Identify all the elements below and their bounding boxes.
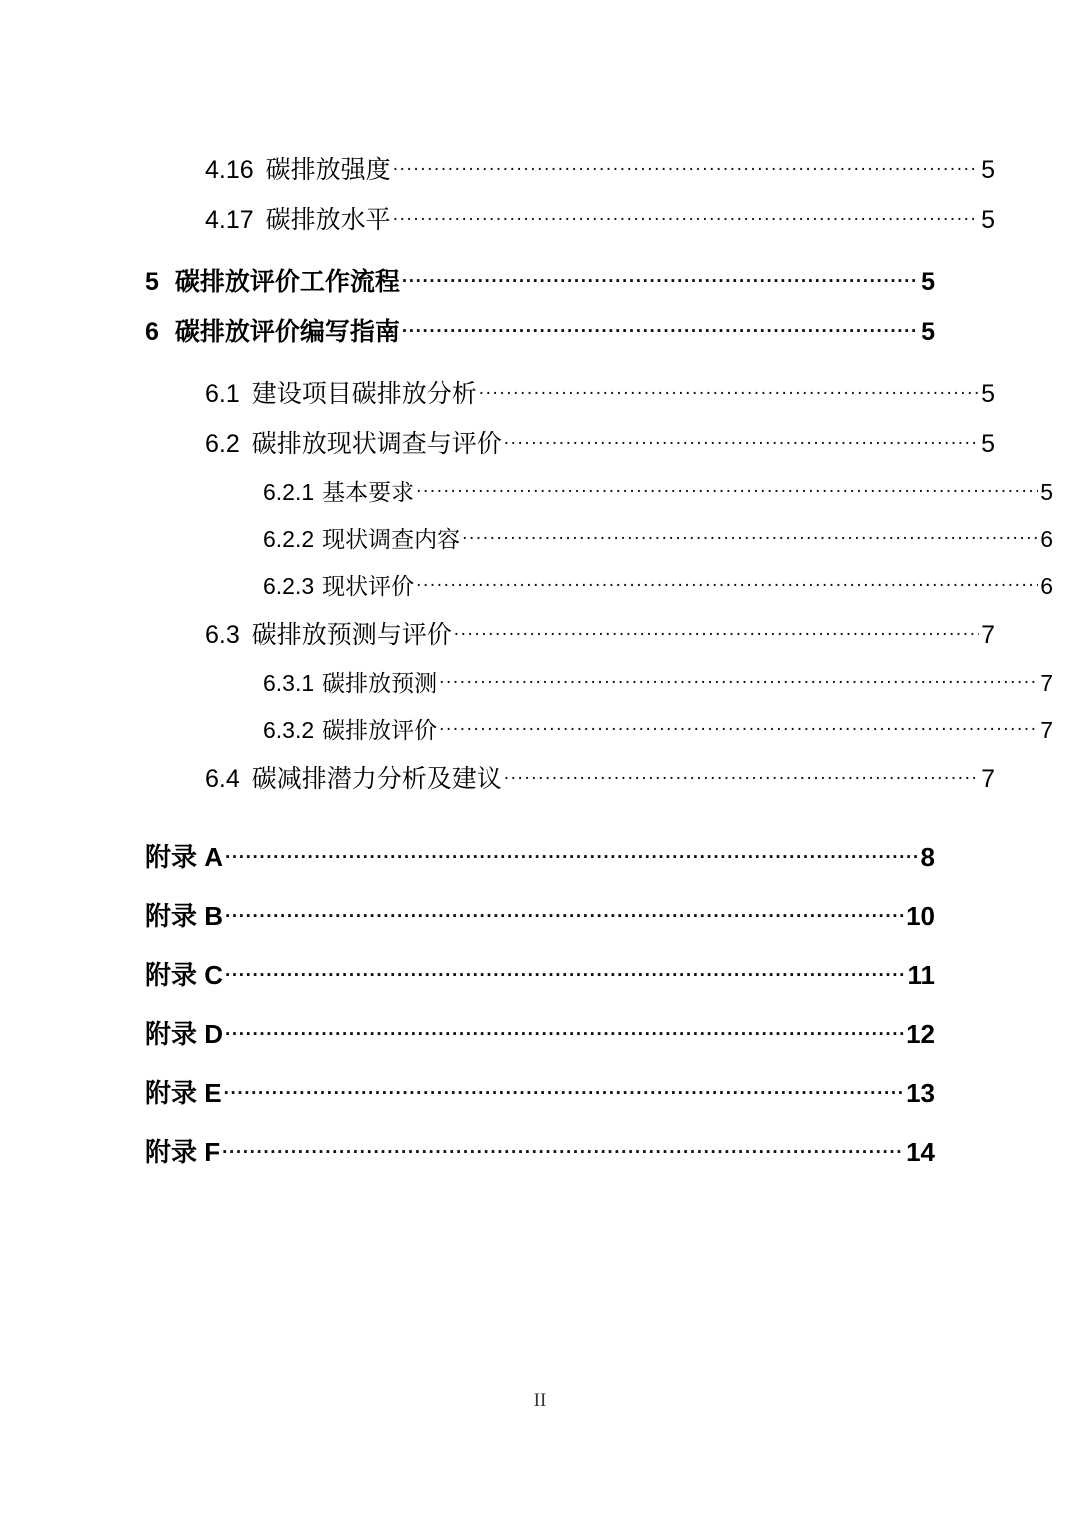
table-of-contents xyxy=(145,150,1053,1191)
toc-entry-label: 碳排放强度 xyxy=(265,156,391,184)
toc-entry-number: 6.3 xyxy=(205,621,240,649)
toc-entry[interactable] xyxy=(145,712,1053,745)
page-number: II xyxy=(533,1390,547,1411)
toc-leader-dots xyxy=(225,958,905,984)
toc-entry-page: 7 xyxy=(1040,670,1053,696)
toc-leader-dots xyxy=(222,1135,904,1161)
toc-leader-dots xyxy=(393,203,979,228)
toc-entry[interactable] xyxy=(145,150,995,186)
toc-entry-page: 6 xyxy=(1040,526,1053,552)
toc-leader-dots xyxy=(479,377,979,402)
toc-entry-appendix[interactable] xyxy=(145,1014,935,1051)
toc-leader-dots xyxy=(225,840,919,866)
toc-entry-page: 12 xyxy=(906,1019,935,1049)
toc-entry-page: 6 xyxy=(1040,573,1053,599)
toc-entry-number: 附录 E xyxy=(145,1078,222,1108)
toc-entry-number: 6.2 xyxy=(205,430,240,458)
toc-leader-dots xyxy=(393,153,979,178)
toc-entry-page: 7 xyxy=(1040,717,1053,743)
toc-entry-number: 6.1 xyxy=(205,380,240,408)
toc-entry-label: 现状调查内容 xyxy=(322,526,461,552)
toc-leader-dots xyxy=(504,427,979,452)
toc-entry-page: 5 xyxy=(981,430,995,458)
toc-entry-page: 5 xyxy=(921,268,935,296)
toc-entry-number: 6.3.1 xyxy=(263,670,315,696)
toc-entry-page: 5 xyxy=(981,156,995,184)
toc-entry-page: 5 xyxy=(921,318,935,346)
toc-entry[interactable] xyxy=(145,262,935,298)
toc-leader-dots xyxy=(224,1076,905,1102)
toc-leader-dots xyxy=(504,762,979,787)
toc-entry-number: 附录 B xyxy=(145,901,224,931)
toc-entry[interactable] xyxy=(145,615,995,651)
toc-entry-appendix[interactable] xyxy=(145,1073,935,1110)
toc-entry-appendix[interactable] xyxy=(145,1132,935,1169)
toc-entry[interactable] xyxy=(145,200,995,236)
toc-entry[interactable] xyxy=(145,568,1053,601)
toc-entry-label: 碳排放预测与评价 xyxy=(251,621,452,649)
toc-entry-number: 5 xyxy=(145,268,159,296)
toc-entry[interactable] xyxy=(145,424,995,460)
toc-entry-number: 附录 C xyxy=(145,960,224,990)
toc-leader-dots xyxy=(454,618,979,643)
toc-entry-number: 6.2.2 xyxy=(263,526,315,552)
toc-entry-label: 碳排放现状调查与评价 xyxy=(251,430,502,458)
toc-entry-number: 4.17 xyxy=(205,206,254,234)
toc-leader-dots xyxy=(225,1017,904,1043)
toc-entry-number: 附录 A xyxy=(145,842,224,872)
toc-leader-dots xyxy=(439,715,1038,738)
toc-leader-dots xyxy=(439,668,1038,691)
toc-entry-label: 建设项目碳排放分析 xyxy=(251,380,477,408)
toc-entry[interactable] xyxy=(145,374,995,410)
toc-entry[interactable] xyxy=(145,665,1053,698)
toc-leader-dots xyxy=(462,524,1038,547)
toc-entry-label: 碳排放评价 xyxy=(322,717,438,743)
toc-leader-dots xyxy=(402,315,919,340)
toc-leader-dots xyxy=(416,571,1038,594)
toc-entry-page: 5 xyxy=(981,206,995,234)
toc-entry[interactable] xyxy=(145,759,995,795)
toc-entry-label: 碳减排潜力分析及建议 xyxy=(251,765,502,793)
toc-entry[interactable] xyxy=(145,312,935,348)
toc-entry[interactable] xyxy=(145,474,1053,507)
toc-entry-number: 附录 F xyxy=(145,1137,221,1167)
toc-entry-label: 碳排放预测 xyxy=(322,670,438,696)
toc-entry-number: 6.2.3 xyxy=(263,573,315,599)
toc-entry-label: 碳排放评价编写指南 xyxy=(174,318,400,346)
toc-entry-page: 14 xyxy=(906,1137,935,1167)
toc-entry-appendix[interactable] xyxy=(145,896,935,933)
toc-entry-page: 13 xyxy=(906,1078,935,1108)
toc-entry-number: 6.3.2 xyxy=(263,717,315,743)
toc-entry-page: 5 xyxy=(981,380,995,408)
toc-leader-dots xyxy=(402,265,919,290)
toc-entry-label: 基本要求 xyxy=(322,479,415,505)
toc-entry-number: 4.16 xyxy=(205,156,254,184)
toc-entry-page: 11 xyxy=(907,960,935,990)
toc-entry-number: 6.2.1 xyxy=(263,479,315,505)
toc-leader-dots xyxy=(225,899,904,925)
toc-entry-label: 现状评价 xyxy=(322,573,415,599)
toc-entry-page: 8 xyxy=(920,842,935,872)
toc-entry-number: 6 xyxy=(145,318,159,346)
toc-entry-label: 碳排放评价工作流程 xyxy=(174,268,400,296)
toc-entry-label: 碳排放水平 xyxy=(265,206,391,234)
toc-entry-number: 附录 D xyxy=(145,1019,224,1049)
toc-entry-page: 7 xyxy=(981,765,995,793)
toc-entry-page: 5 xyxy=(1040,479,1053,505)
toc-entry-appendix[interactable] xyxy=(145,955,935,992)
toc-entry[interactable] xyxy=(145,521,1053,554)
toc-leader-dots xyxy=(416,477,1038,500)
toc-entry-page: 7 xyxy=(981,621,995,649)
toc-entry-number: 6.4 xyxy=(205,765,240,793)
toc-entry-page: 10 xyxy=(906,901,935,931)
toc-entry-appendix[interactable] xyxy=(145,837,935,874)
